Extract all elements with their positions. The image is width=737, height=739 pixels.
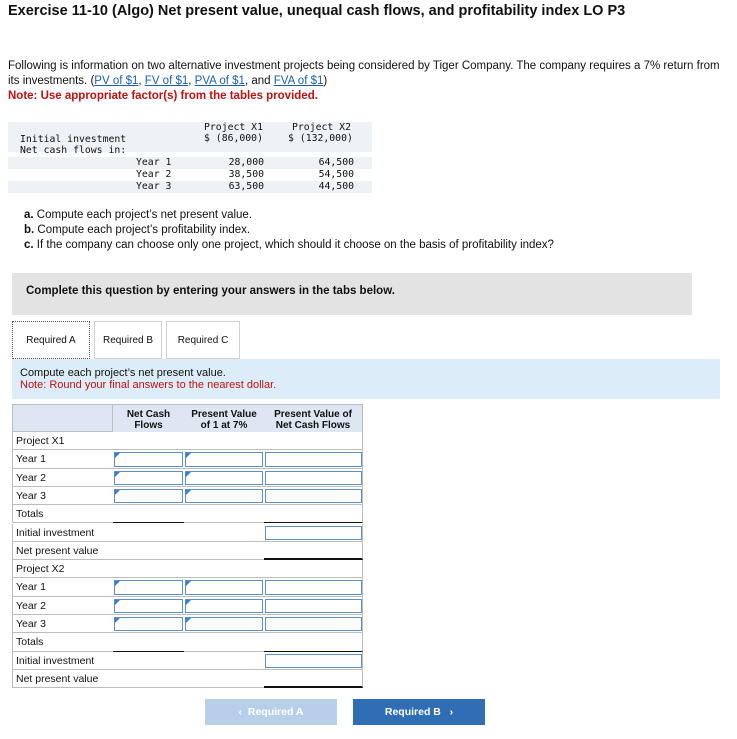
table-cell <box>113 633 184 651</box>
year1-x2-value: 64,500 <box>318 157 354 168</box>
question-text: If the company can choose only one project, which should it choose on the basis of profitability index? <box>33 239 554 251</box>
initial-investment-label: Initial investment <box>20 134 127 145</box>
table-cell <box>264 578 363 596</box>
row-label: Year 2 <box>12 469 113 487</box>
net-cash-flow-input[interactable] <box>114 452 183 466</box>
table-cell <box>113 450 184 468</box>
prev-button-label: Required A <box>247 706 304 718</box>
input-marker-icon <box>115 581 120 586</box>
pv-factor-input[interactable] <box>185 471 263 485</box>
pv-factor-input[interactable] <box>185 617 263 631</box>
table-cell <box>184 670 264 688</box>
year-label: Year 3 <box>136 181 172 192</box>
input-marker-icon <box>115 490 120 495</box>
separator: , <box>188 75 195 87</box>
table-cell <box>184 542 264 560</box>
question-letter: b. <box>24 224 35 236</box>
fva-table-link[interactable]: FVA of $1 <box>273 75 324 87</box>
present-value-input[interactable] <box>265 654 362 668</box>
net-cash-flow-input[interactable] <box>114 617 183 631</box>
question-b <box>24 223 554 238</box>
question-letter: a. <box>24 209 34 221</box>
present-value-input[interactable] <box>265 526 362 540</box>
row-label: Totals <box>12 505 113 523</box>
separator: ) <box>323 75 328 87</box>
table-cell <box>113 597 184 615</box>
row-label: Year 3 <box>12 487 113 505</box>
table-cell <box>264 542 363 560</box>
input-marker-icon <box>115 618 120 623</box>
table-cell <box>113 542 184 560</box>
table-cell <box>113 432 184 450</box>
pv-factor-input[interactable] <box>185 452 263 466</box>
table-cell <box>113 670 184 688</box>
present-value-input[interactable] <box>265 471 362 485</box>
row-label: Project X1 <box>12 432 113 450</box>
year2-x2-value: 54,500 <box>318 169 354 180</box>
net-cash-flow-input[interactable] <box>114 599 183 613</box>
table-cell <box>264 670 363 688</box>
present-value-input[interactable] <box>265 489 362 503</box>
net-cash-flow-input[interactable] <box>114 489 183 503</box>
separator: , and <box>244 75 274 87</box>
input-marker-icon <box>186 600 191 605</box>
next-tab-button[interactable] <box>353 699 485 725</box>
net-cash-flow-input[interactable] <box>114 471 183 485</box>
table-cell <box>264 524 363 542</box>
year1-x1-value: 28,000 <box>228 157 264 168</box>
separator: , <box>138 75 145 87</box>
instruction-box <box>12 359 720 399</box>
initial-x2-value: $ (132,000) <box>288 133 353 144</box>
year2-x1-value: 38,500 <box>228 169 264 180</box>
input-marker-icon <box>186 581 191 586</box>
row-label: Year 1 <box>12 578 113 596</box>
tab-required-a[interactable]: Required A <box>12 321 90 359</box>
row-label: Net present value <box>12 542 113 560</box>
year-label: Year 2 <box>136 169 172 180</box>
table-cell <box>113 560 184 578</box>
fv-table-link[interactable]: FV of $1 <box>144 75 189 87</box>
table-cell <box>113 652 184 670</box>
questions-list <box>24 208 554 253</box>
input-marker-icon <box>115 600 120 605</box>
table-cell <box>264 652 363 670</box>
net-cash-flow-input[interactable] <box>114 580 183 594</box>
pva-table-link[interactable]: PVA of $1 <box>194 75 245 87</box>
row-label: Net present value <box>12 670 113 688</box>
table-cell <box>184 487 264 505</box>
table-cell <box>184 524 264 542</box>
header-line: Net Cash <box>126 409 171 420</box>
question-letter: c. <box>24 239 34 251</box>
header-line: Flows <box>134 420 163 431</box>
pv-factor-header <box>184 404 264 432</box>
prev-tab-button[interactable] <box>205 699 337 725</box>
pv-factor-input[interactable] <box>185 489 263 503</box>
present-value-input[interactable] <box>265 452 362 466</box>
row-label: Initial investment <box>12 652 113 670</box>
question-c <box>24 238 554 253</box>
page-title: Exercise 11-10 (Algo) Net present value, unequal cash flows, and profitability index LO P3 <box>8 3 626 19</box>
row-label: Year 1 <box>12 450 113 468</box>
header-line: Present Value of <box>274 409 352 420</box>
project-x1-header: Project X1 <box>204 122 263 133</box>
table-cell <box>184 469 264 487</box>
input-marker-icon <box>115 453 120 458</box>
intro-paragraph <box>8 59 733 104</box>
table-cell <box>184 578 264 596</box>
table-cell <box>184 450 264 468</box>
rounding-note: Note: Round your final answers to the nearest dollar. <box>20 379 277 391</box>
table-cell <box>184 652 264 670</box>
table-cell <box>113 524 184 542</box>
table-cell <box>184 432 264 450</box>
table-cell <box>184 633 264 651</box>
initial-x1-value: $ (86,000) <box>204 133 263 144</box>
net-cash-flows-header <box>113 404 184 432</box>
question-text: Compute each project’s net present value. <box>33 209 253 221</box>
present-value-input[interactable] <box>265 599 362 613</box>
table-corner-header <box>12 404 113 432</box>
table-cell <box>264 450 363 468</box>
instruction-text: Compute each project’s net present value. <box>20 367 226 379</box>
table-cell <box>113 615 184 633</box>
complete-text: Complete this question by entering your answers in the tabs below. <box>26 285 395 297</box>
net-cash-flows-label: Net cash flows in: <box>20 145 127 156</box>
table-cell <box>184 597 264 615</box>
pv-table-link[interactable]: PV of $1 <box>94 75 139 87</box>
table-cell <box>264 560 363 578</box>
table-cell <box>184 505 264 523</box>
pv-factor-input[interactable] <box>185 580 263 594</box>
header-line: of 1 at 7% <box>200 420 248 431</box>
row-label: Initial investment <box>12 524 113 542</box>
input-marker-icon <box>115 472 120 477</box>
row-label: Year 3 <box>12 615 113 633</box>
table-cell <box>113 469 184 487</box>
factor-note: Note: Use appropriate factor(s) from the tables provided. <box>8 90 318 102</box>
year3-x2-value: 44,500 <box>318 181 354 192</box>
input-marker-icon <box>186 472 191 477</box>
input-marker-icon <box>186 453 191 458</box>
question-text: Compute each project’s profitability index. <box>34 224 251 236</box>
present-value-input[interactable] <box>265 580 362 594</box>
header-line: Present Value <box>191 409 257 420</box>
pv-net-cash-flows-header <box>264 404 363 432</box>
table-cell <box>184 560 264 578</box>
row-label: Year 2 <box>12 597 113 615</box>
table-cell <box>264 633 363 651</box>
row-label: Project X2 <box>12 560 113 578</box>
table-cell <box>184 615 264 633</box>
question-a <box>24 208 554 223</box>
present-value-input[interactable] <box>265 617 362 631</box>
next-button-label: Required B <box>384 706 441 718</box>
table-cell <box>264 432 363 450</box>
intro-text: Following is information on two alternative investment projects being considered by Tiger Company. The company requires a 7% return from its investments. ( <box>8 60 720 87</box>
table-cell <box>264 505 363 523</box>
tab-required-b[interactable]: Required B <box>94 321 162 359</box>
input-marker-icon <box>186 490 191 495</box>
tab-required-c[interactable]: Required C <box>166 321 240 359</box>
input-marker-icon <box>186 618 191 623</box>
pv-factor-input[interactable] <box>185 599 263 613</box>
table-cell <box>264 597 363 615</box>
chevron-right-icon: › <box>449 706 454 718</box>
header-line: Net Cash Flows <box>275 420 351 431</box>
project-x2-header: Project X2 <box>292 122 351 133</box>
table-cell <box>113 505 184 523</box>
complete-banner <box>12 273 692 315</box>
chevron-left-icon: ‹ <box>238 706 243 718</box>
row-label: Totals <box>12 633 113 651</box>
table-cell <box>264 615 363 633</box>
year-label: Year 1 <box>136 157 172 168</box>
table-cell <box>113 487 184 505</box>
table-cell <box>264 469 363 487</box>
table-cell <box>264 487 363 505</box>
table-cell <box>113 578 184 596</box>
year3-x1-value: 63,500 <box>228 181 264 192</box>
